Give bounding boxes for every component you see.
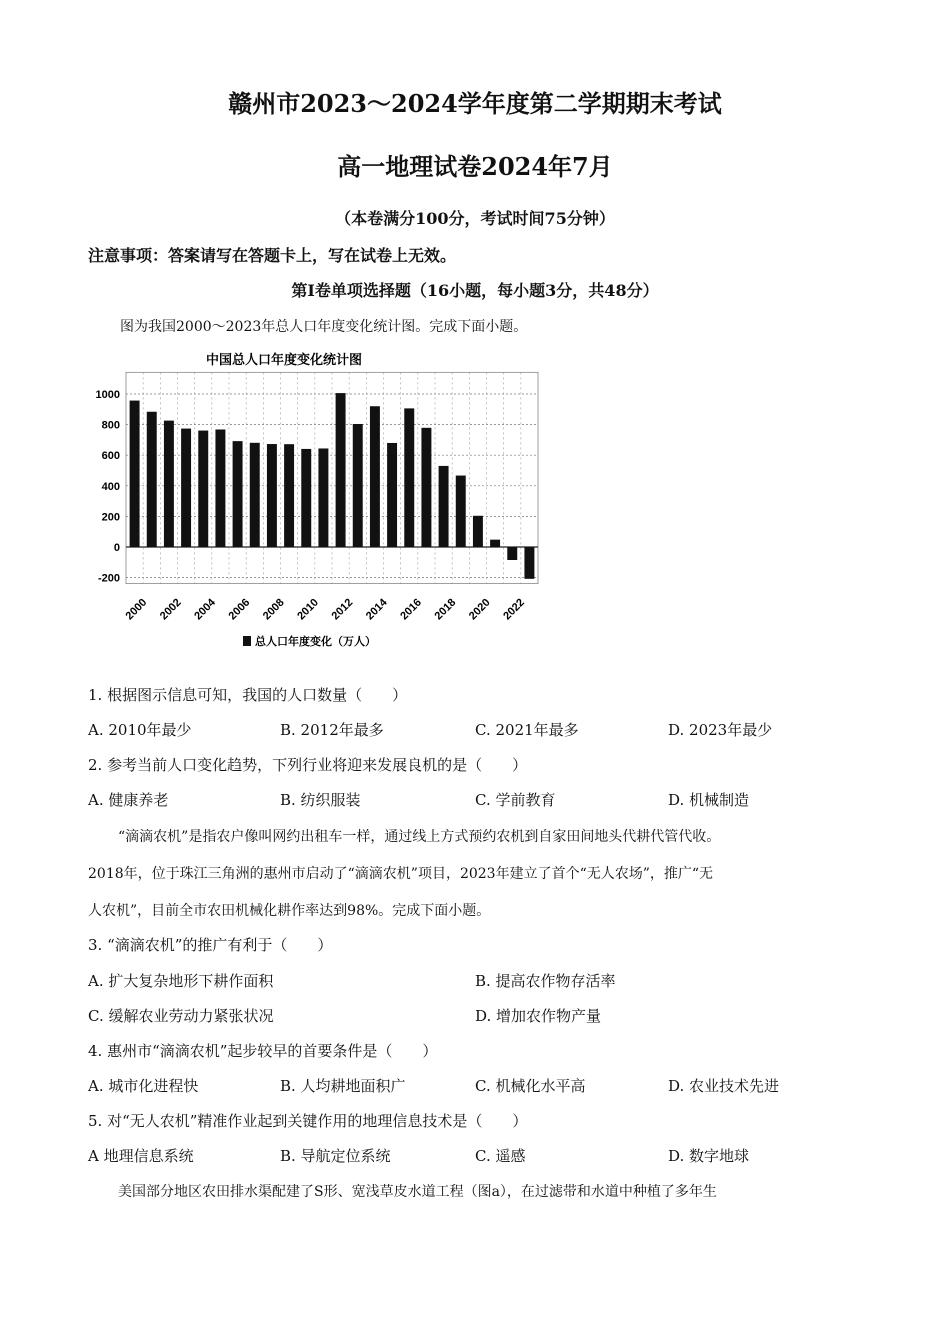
bar-2019	[456, 476, 466, 547]
passage-2-line-2: 2018年，位于珠江三角洲的惠州市启动了“滴滴农机”项目，2023年建立了首个“无人农场”，推广“无	[88, 866, 714, 882]
x-tick-label: 2004	[192, 596, 219, 623]
question-5: 5. 对“无人农机”精准作业起到关键作用的地理信息技术是（ ）	[88, 1112, 528, 1130]
score-note: （本卷满分100分，考试时间75分钟）	[335, 209, 615, 228]
legend-label: 总人口年度变化（万人）	[255, 636, 376, 648]
x-tick-label: 2002	[157, 596, 184, 623]
y-tick-label: 600	[101, 450, 120, 463]
y-tick-label: 800	[101, 419, 120, 432]
bar-2012	[336, 393, 346, 547]
exam-subtitle: 高一地理试卷2024年7月	[337, 152, 613, 181]
x-tick-label: 2020	[466, 596, 493, 623]
bar-2007	[250, 443, 260, 547]
intro-text: 图为我国2000～2023年总人口年度变化统计图。完成下面小题。	[120, 319, 528, 335]
y-tick-label: 0	[113, 542, 120, 554]
x-tick-label: 2014	[363, 596, 390, 623]
q3-option-c: C. 缓解农业劳动力紧张状况	[88, 1007, 274, 1025]
q1-option-a: A. 2010年最少	[88, 721, 192, 739]
x-tick-label: 2018	[432, 596, 459, 623]
q4-option-d: D. 农业技术先进	[668, 1077, 780, 1095]
q4-option-a: A. 城市化进程快	[88, 1077, 199, 1095]
q1-option-c: C. 2021年最多	[475, 721, 579, 739]
bar-2002	[164, 421, 174, 547]
bar-2000	[130, 401, 140, 547]
question-4: 4. 惠州市“滴滴农机”起步较早的首要条件是（ ）	[88, 1042, 438, 1060]
x-tick-label: 2008	[260, 596, 287, 623]
q5-option-b: B. 导航定位系统	[280, 1147, 391, 1165]
x-tick-label: 2016	[398, 596, 425, 623]
bar-2021	[490, 540, 500, 547]
bar-2006	[233, 441, 243, 547]
bar-2004	[198, 431, 208, 547]
passage-3-line-1: 美国部分地区农田排水渠配建了S形、宽浅草皮水道工程（图a），在过滤带和水道中种植了多年生	[118, 1184, 717, 1200]
x-tick-label: 2010	[295, 596, 322, 623]
bar-2008	[267, 444, 277, 547]
bar-2017	[421, 428, 431, 547]
bar-2020	[473, 516, 483, 547]
y-tick-label: 1000	[95, 389, 120, 401]
x-tick-label: 2000	[123, 596, 150, 623]
q2-option-b: B. 纺织服装	[280, 791, 361, 809]
bar-2023	[524, 547, 534, 579]
q3-option-b: B. 提高农作物存活率	[475, 972, 616, 990]
passage-2-line-3: 人农机”，目前全市农田机械化耕作率达到98%。完成下面小题。	[88, 903, 491, 919]
q5-option-d: D. 数字地球	[668, 1147, 750, 1165]
q5-option-a: A 地理信息系统	[88, 1147, 194, 1165]
legend-swatch	[243, 636, 251, 646]
bar-2014	[370, 406, 380, 547]
x-tick-label: 2022	[501, 596, 528, 623]
bar-2005	[215, 429, 225, 547]
bar-2009	[284, 444, 294, 547]
question-1: 1. 根据图示信息可知，我国的人口数量（ ）	[88, 686, 408, 704]
bar-2016	[404, 408, 414, 547]
q5-option-c: C. 遥感	[475, 1147, 526, 1165]
q3-option-a: A. 扩大复杂地形下耕作面积	[88, 972, 274, 990]
x-tick-label: 2006	[226, 596, 253, 623]
chart-title: 中国总人口年度变化统计图	[205, 352, 363, 367]
q2-option-c: C. 学前教育	[475, 791, 556, 809]
bar-2010	[301, 449, 311, 547]
bar-2013	[353, 424, 363, 547]
bar-2001	[147, 412, 157, 547]
bar-2003	[181, 429, 191, 547]
exam-title: 赣州市2023～2024学年度第二学期期末考试	[228, 89, 722, 118]
q4-option-c: C. 机械化水平高	[475, 1077, 586, 1095]
bar-2015	[387, 443, 397, 547]
q1-option-b: B. 2012年最多	[280, 721, 384, 739]
bar-2018	[439, 466, 449, 547]
bar-2022	[507, 547, 517, 560]
notice: 注意事项：答案请写在答题卡上，写在试卷上无效。	[88, 246, 457, 265]
passage-2-line-1: “滴滴农机”是指农户像叫网约出租车一样，通过线上方式预约农机到自家田间地头代耕代管代收。	[118, 829, 721, 845]
question-2: 2. 参考当前人口变化趋势，下列行业将迎来发展良机的是（ ）	[88, 756, 528, 774]
q2-option-d: D. 机械制造	[668, 791, 750, 809]
section-heading: 第Ⅰ卷单项选择题（16小题，每小题3分，共48分）	[291, 281, 659, 300]
population-chart	[86, 344, 548, 656]
x-tick-label: 2012	[329, 596, 356, 623]
q2-option-a: A. 健康养老	[88, 791, 169, 809]
q4-option-b: B. 人均耕地面积广	[280, 1077, 406, 1095]
y-tick-label: 400	[101, 480, 120, 493]
question-3: 3. “滴滴农机”的推广有利于（ ）	[88, 936, 333, 954]
y-tick-label: -200	[97, 572, 120, 585]
y-tick-label: 200	[101, 511, 120, 524]
q3-option-d: D. 增加农作物产量	[475, 1007, 602, 1025]
q1-option-d: D. 2023年最少	[668, 721, 773, 739]
bar-2011	[318, 448, 328, 547]
